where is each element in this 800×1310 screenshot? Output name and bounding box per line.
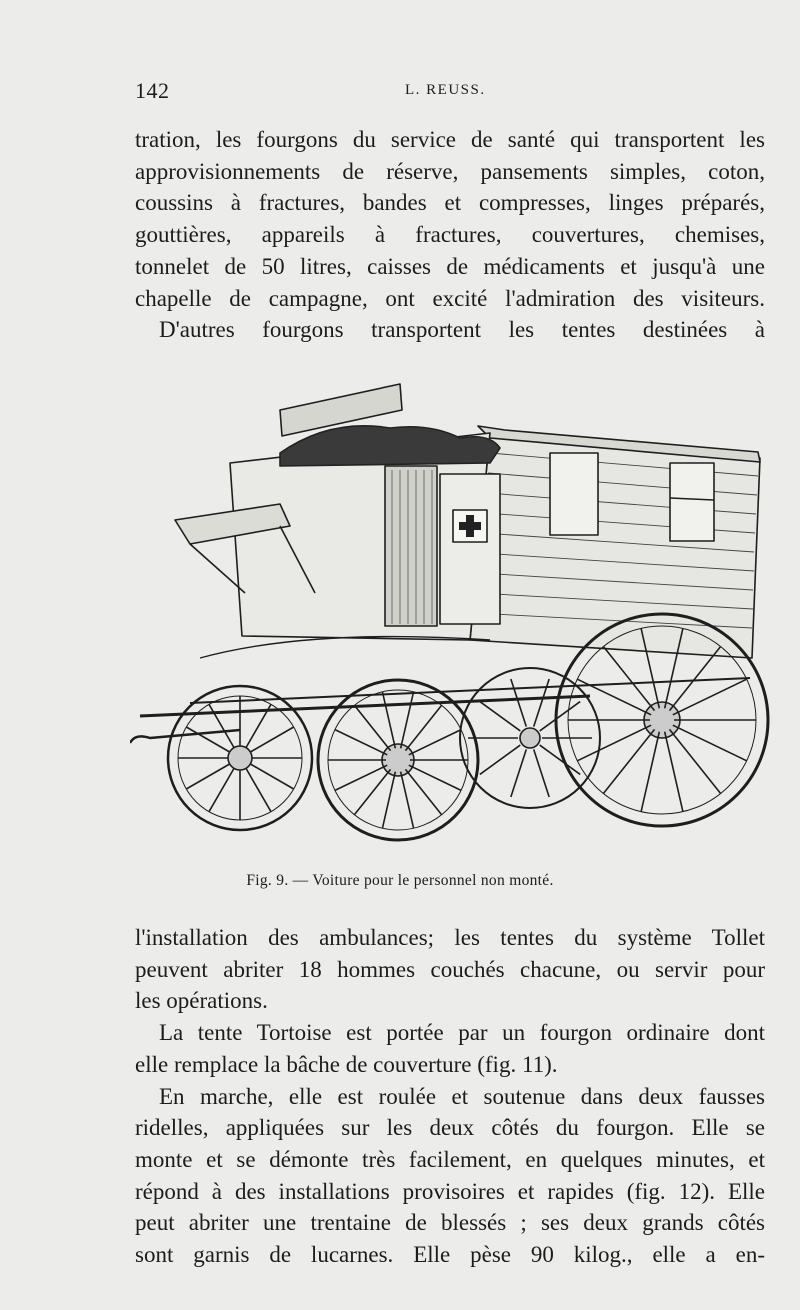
paragraph-text-line: ridelles, appliquées sur les deux côtés du fourgon. Elle se — [135, 1115, 765, 1141]
page-header — [135, 78, 765, 108]
figure-caption: Fig. 9. — Voiture pour le personnel non monté. — [246, 872, 554, 889]
paragraph-text-line: monte et se démonte très facilement, en quelques minutes, et — [135, 1146, 765, 1172]
text-block-top — [135, 124, 765, 346]
paragraph-text-line: approvisionnements de réserve, pansements simples, coton, — [135, 158, 765, 184]
paragraph-text-line: l'installation des ambulances; les tentes du système Tollet — [135, 925, 765, 950]
paragraph-text-line: tonnelet de 50 litres, caisses de médicaments et jusqu'à une — [135, 253, 765, 279]
paragraph-text-line: répond à des installations provisoires et rapides (fig. 12). Elle — [135, 1178, 765, 1204]
paragraph-text-line: sont garnis de lucarnes. Elle pèse 90 kilog., elle a en- — [135, 1242, 765, 1268]
paragraph-text-line: elle remplace la bâche de couverture (fig. 11). — [135, 1051, 558, 1077]
paragraph-text-line: peuvent abriter 18 hommes couchés chacune, ou servir pour — [135, 956, 765, 982]
paragraph-text-line: tration, les fourgons du service de santé qui transportent les — [135, 127, 765, 152]
figure-wagon-illustration — [130, 378, 770, 858]
paragraph-text-line: les opérations. — [135, 988, 268, 1014]
paragraph-text-line: D'autres fourgons transportent les tentes destinées à — [159, 317, 765, 343]
wagon-illustration — [130, 378, 770, 858]
paragraph-text-line: gouttières, appareils à fractures, couvertures, chemises, — [135, 222, 765, 248]
paragraph-text-line: chapelle de campagne, ont excité l'admiration des visiteurs. — [135, 285, 765, 311]
paragraph-text-line: La tente Tortoise est portée par un fourgon ordinaire dont — [159, 1020, 765, 1046]
paragraph-text-line: coussins à fractures, bandes et compresses, linges préparés, — [135, 190, 765, 216]
page-number: 142 — [135, 78, 170, 103]
paragraph-text-line: peut abriter une trentaine de blessés ; ses deux grands côtés — [135, 1210, 765, 1236]
paragraph-text-line: En marche, elle est roulée et soutenue dans deux fausses — [159, 1083, 765, 1109]
text-block-bottom — [135, 922, 765, 1271]
running-head: L. REUSS. — [405, 82, 486, 98]
